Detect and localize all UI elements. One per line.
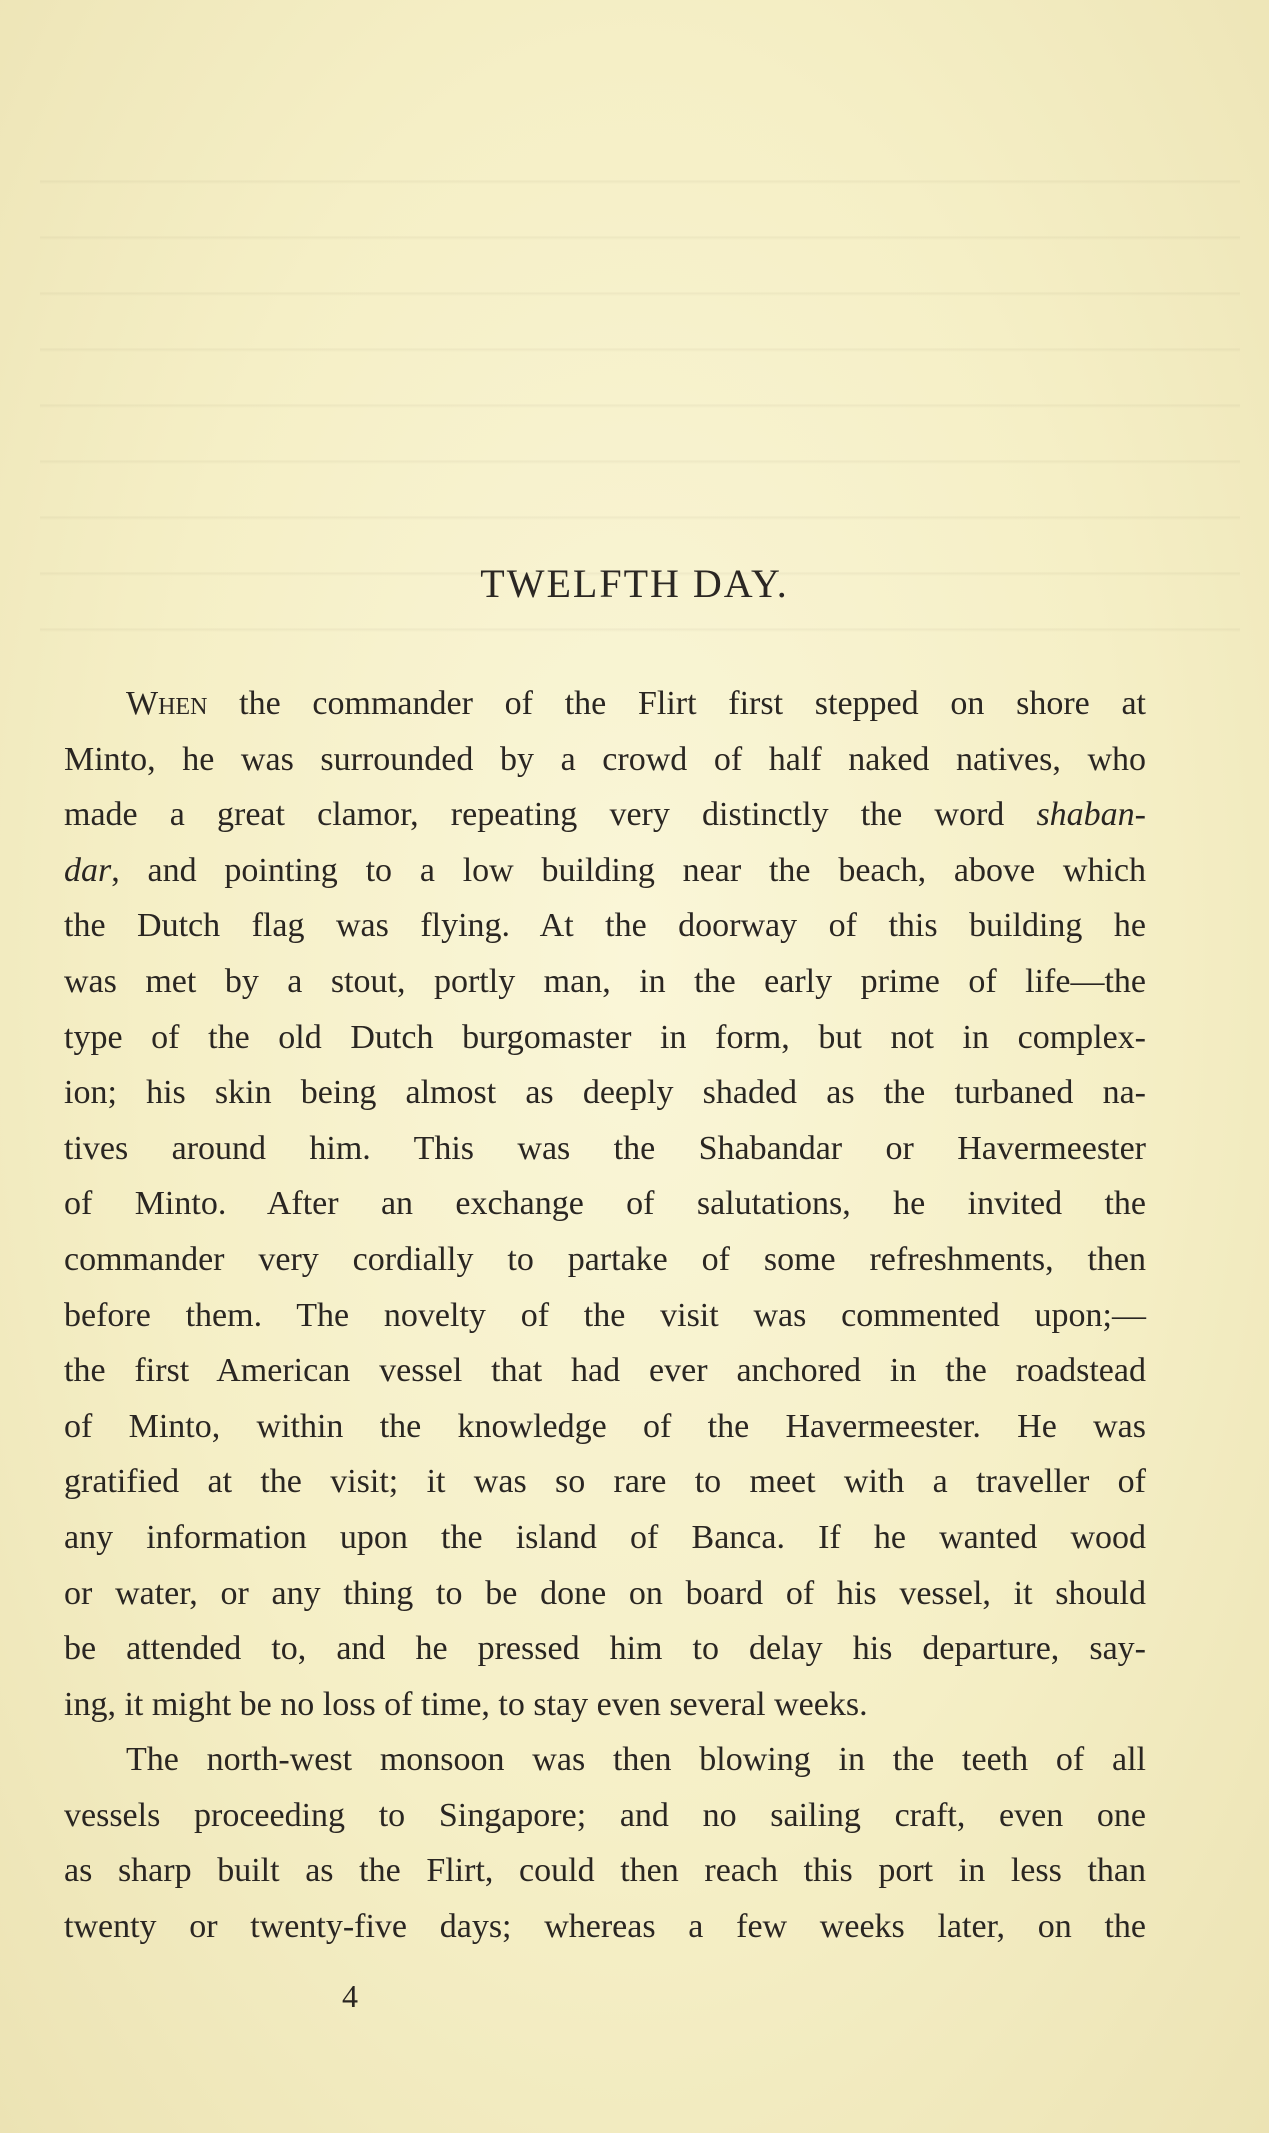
text-line xyxy=(64,1288,1146,1344)
text-run: Minto, he was surrounded by a crowd of half naked natives, who xyxy=(64,740,1146,778)
text-line xyxy=(64,898,1146,954)
text-run: ing, it might be no loss of time, to stay even several weeks. xyxy=(64,1685,868,1723)
text-run: be attended to, and he pressed him to delay his departure, say- xyxy=(64,1630,1146,1668)
text-run: type of the old Dutch burgomaster in form, but not in complex- xyxy=(64,1018,1146,1056)
text-line xyxy=(64,1510,1146,1566)
text-line xyxy=(64,1399,1146,1455)
text-run: vessels proceeding to Singapore; and no sailing craft, even one xyxy=(64,1796,1146,1834)
text-line xyxy=(64,1232,1146,1288)
text-line xyxy=(64,1899,1146,1955)
text-run: any information upon the island of Banca. If he wanted wood xyxy=(64,1518,1146,1556)
text-line xyxy=(64,1010,1146,1066)
text-run: the Dutch flag was flying. At the doorway of this building he xyxy=(64,907,1146,945)
text-run: the commander of the Flirt first stepped on shore at xyxy=(207,685,1146,722)
text-run: or water, or any thing to be done on board of his vessel, it should xyxy=(64,1574,1146,1612)
text-line xyxy=(64,843,1146,899)
smallcaps-text: When xyxy=(126,685,208,722)
chapter-heading: TWELFTH DAY. xyxy=(480,561,789,606)
paragraph xyxy=(64,1732,1146,1954)
text-line xyxy=(64,1065,1146,1121)
text-run: as sharp built as the Flirt, could then reach this port in less than xyxy=(64,1852,1146,1890)
text-line xyxy=(64,1121,1146,1177)
text-line xyxy=(64,1566,1146,1622)
italic-text: dar xyxy=(64,851,112,889)
paragraph xyxy=(64,676,1146,1732)
text-line xyxy=(64,1454,1146,1510)
text-run: ion; his skin being almost as deeply shaded as the turbaned na- xyxy=(64,1074,1146,1112)
text-line xyxy=(64,1677,1146,1733)
text-run: twenty or twenty-five days; whereas a few weeks later, on the xyxy=(64,1908,1146,1946)
text-run: the first American vessel that had ever anchored in the roadstead xyxy=(64,1352,1146,1390)
text-run: made a great clamor, repeating very distinctly the word xyxy=(64,796,1037,834)
italic-text: shaban- xyxy=(1036,796,1146,834)
body-text xyxy=(64,676,1146,1955)
text-line xyxy=(64,1343,1146,1399)
text-run: before them. The novelty of the visit was commented upon;— xyxy=(64,1296,1146,1334)
text-run: commander very cordially to partake of some refreshments, then xyxy=(64,1240,1146,1278)
text-line xyxy=(64,676,1146,732)
text-run: gratified at the visit; it was so rare to meet with a traveller of xyxy=(64,1463,1146,1501)
page-number: 4 xyxy=(342,1978,358,2014)
text-run: was met by a stout, portly man, in the early prime of life—the xyxy=(64,962,1146,1000)
text-line xyxy=(64,1843,1146,1899)
text-line xyxy=(64,1732,1146,1788)
text-run: of Minto, within the knowledge of the Havermeester. He was xyxy=(64,1407,1146,1445)
text-line xyxy=(64,1621,1146,1677)
text-run: The north-west monsoon was then blowing in the teeth of all xyxy=(126,1741,1146,1779)
text-line xyxy=(64,732,1146,788)
text-run: , and pointing to a low building near the beach, above which xyxy=(111,851,1146,889)
text-line xyxy=(64,787,1146,843)
text-line xyxy=(64,1176,1146,1232)
text-run: of Minto. After an exchange of salutations, he invited the xyxy=(64,1185,1146,1223)
text-run: tives around him. This was the Shabandar or Havermeester xyxy=(64,1129,1146,1167)
text-line xyxy=(64,954,1146,1010)
text-line xyxy=(64,1788,1146,1844)
